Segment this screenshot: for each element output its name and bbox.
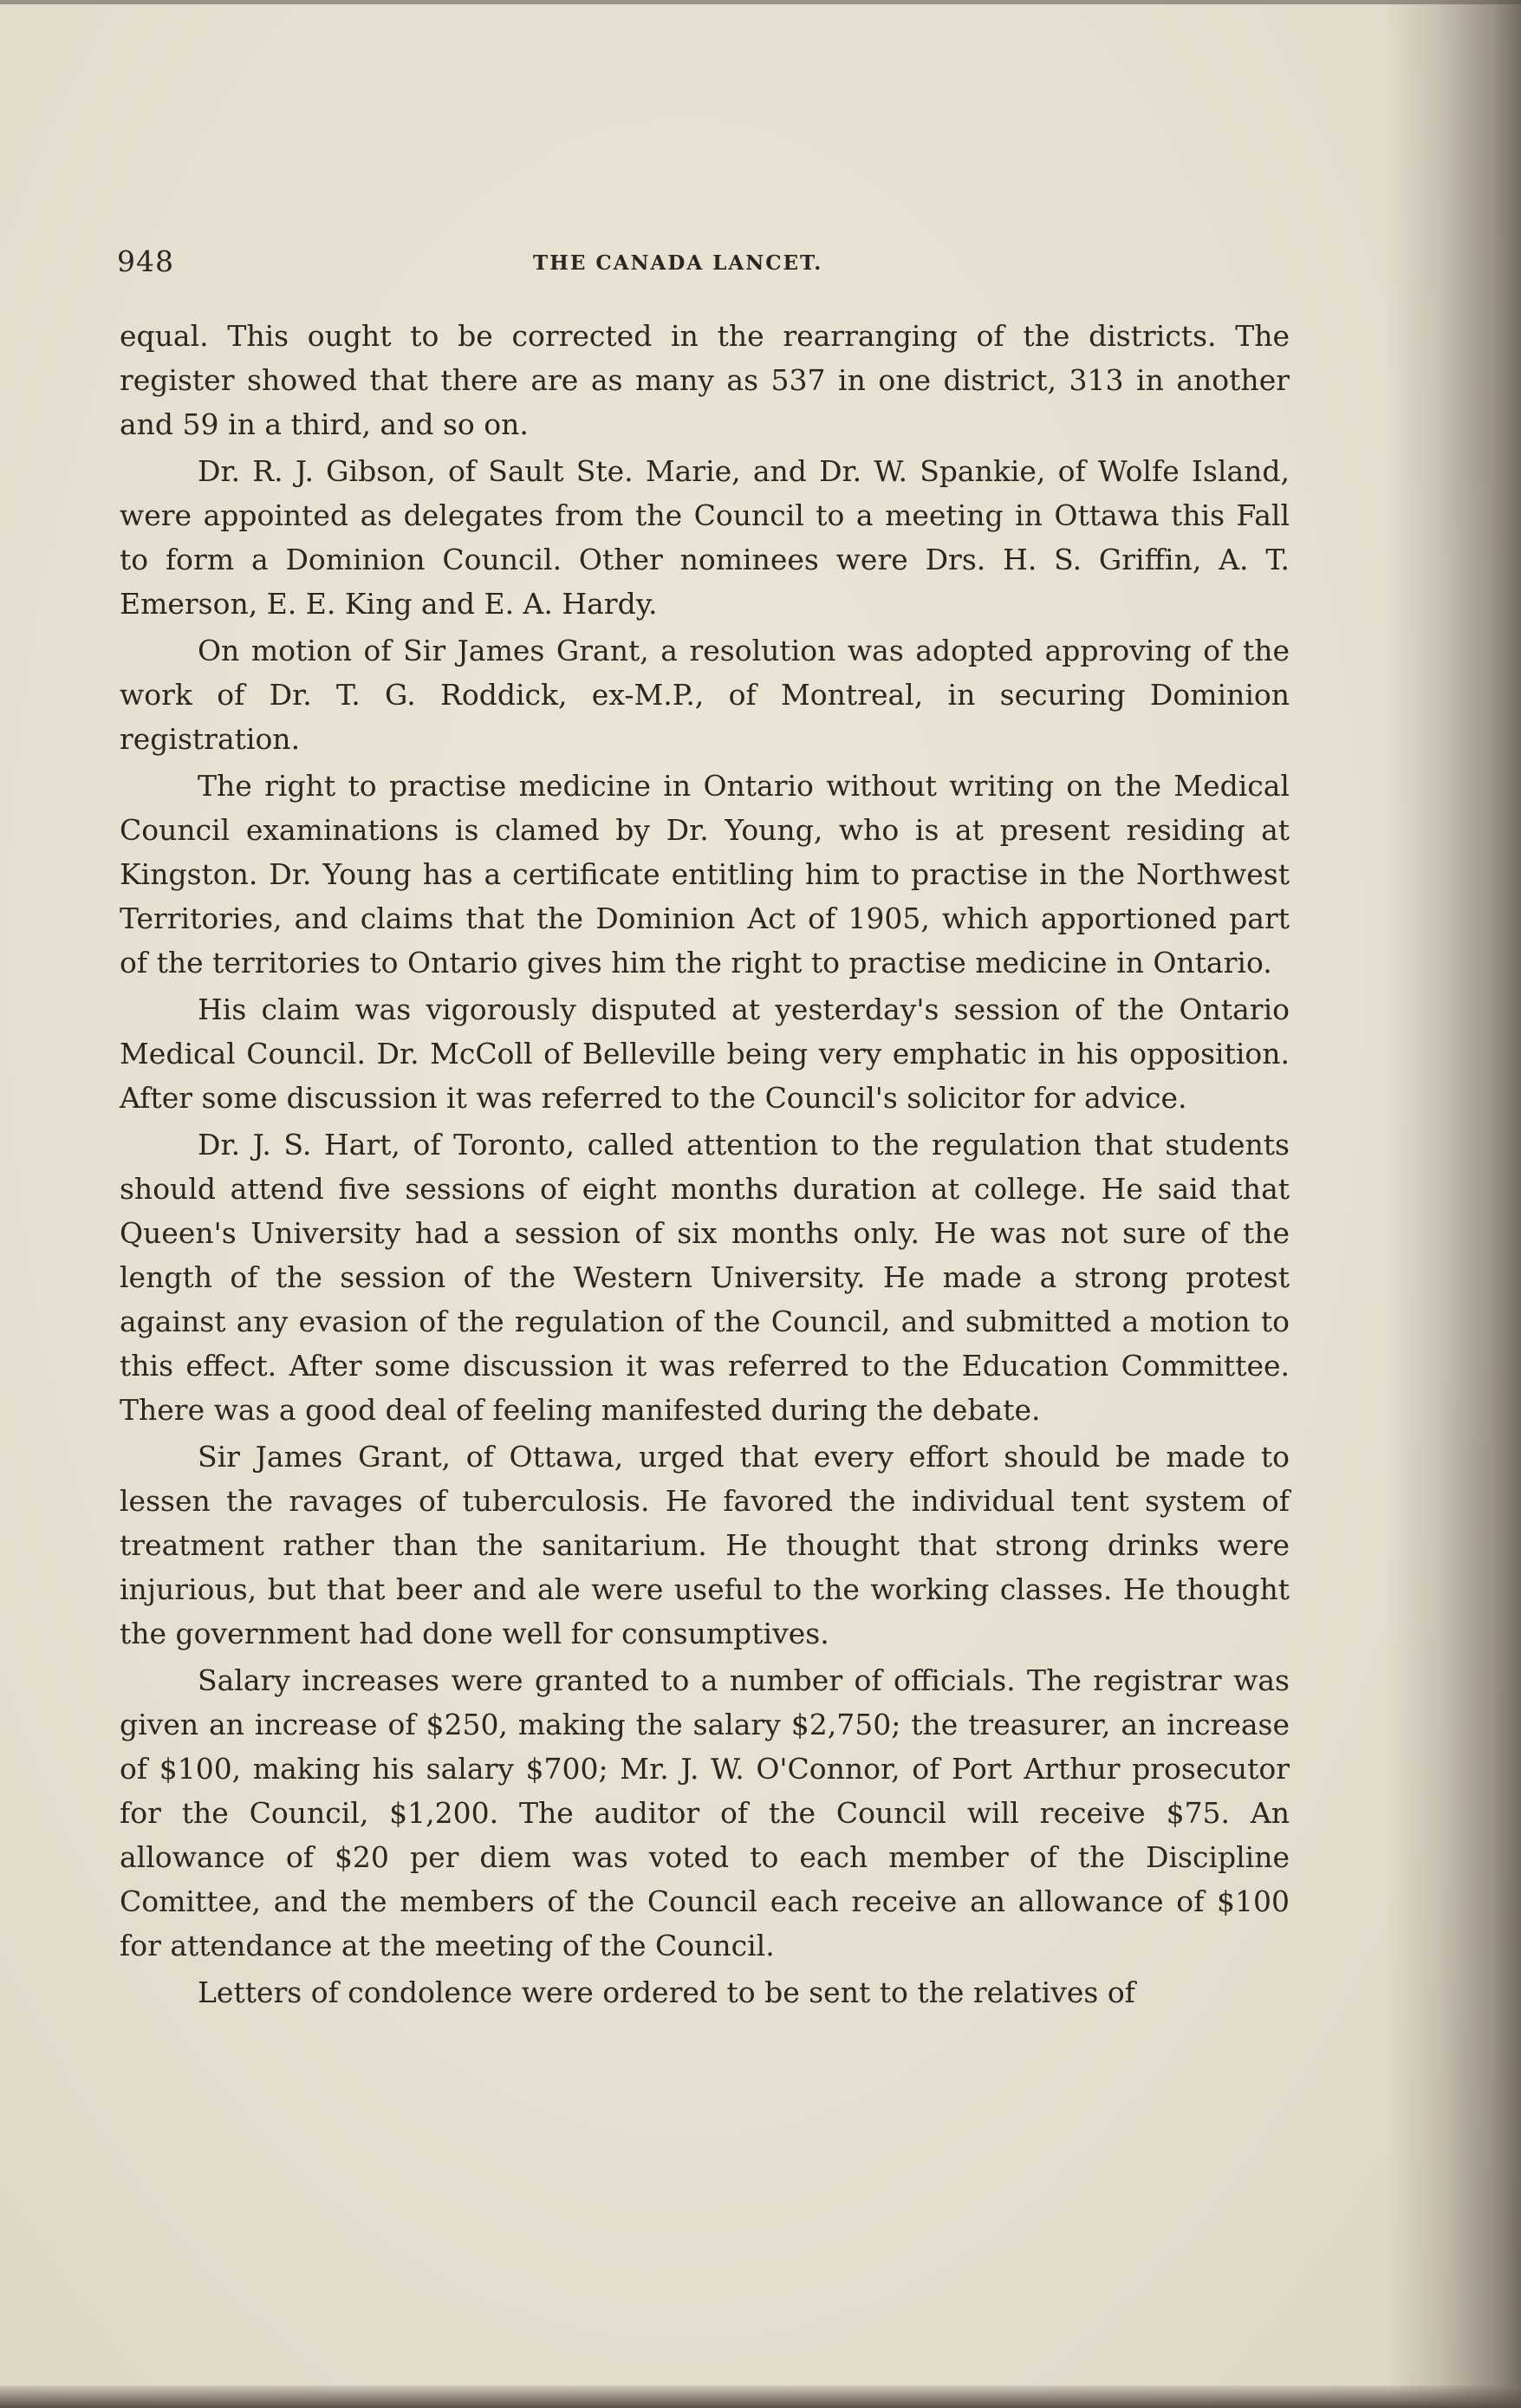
- paragraph-hart-sessions: Dr. J. S. Hart, of Toronto, called attention to the regulation that students should attend five sessions of eight months duration at college. He said that Queen's University had a session of six months only. He was not sure of the length of the session of the Western University. He made a strong protest against any evasion of the regulation of the Council, and submitted a motion to this effect. After some discussion it was referred to the Education Committee. There was a good deal of feeling manifested during the debate.: [120, 1128, 1290, 1427]
- binding-shadow: [1387, 0, 1521, 2408]
- page-number: 948: [117, 244, 174, 278]
- paragraph-young-claim: The right to practise medicine in Ontario without writing on the Medical Council examinations is clamed by Dr. Young, who is at present residing at Kingston. Dr. Young has a certificate entitling him to practise in the Northwest Territories, and claims that the Dominion Act of 1905, which apportioned part of the territories to Ontario gives him the right to practise medicine in Ontario.: [120, 769, 1290, 979]
- page-bottom-edge: [0, 2385, 1521, 2408]
- paragraph-roddick-resolution: On motion of Sir James Grant, a resolution was adopted approving of the work of Dr. T. G. Roddick, ex-M.P., of Montreal, in securing Dominion registration.: [120, 634, 1290, 756]
- paragraph-salary-increases: Salary increases were granted to a number of officials. The registrar was given an increase of $250, making the salary $2,750; the treasurer, an increase of $100, making his salary $700; Mr. J. W. O'Connor, of Port Arthur prosecutor for the Council, $1,200. The auditor of the Council will receive $75. An allowance of $20 per diem was voted to each member of the Discipline Comittee, and the members of the Council each receive an allowance of $100 for attendance at the meeting of the Council.: [120, 1663, 1290, 1962]
- paragraph-tuberculosis: Sir James Grant, of Ottawa, urged that every effort should be made to lessen the ravages of tuberculosis. He favored the individual tent system of treatment rather than the sanitarium. He thought that strong drinks were injurious, but that beer and ale were useful to the working classes. He thought the government had done well for consumptives.: [120, 1440, 1290, 1650]
- running-title: THE CANADA LANCET.: [533, 251, 823, 275]
- paragraph-condolence: Letters of condolence were ordered to be sent to the relatives of: [198, 1975, 1135, 2009]
- paragraph-delegates: Dr. R. J. Gibson, of Sault Ste. Marie, and Dr. W. Spankie, of Wolfe Island, were appointed as delegates from the Council to a meeting in Ottawa this Fall to form a Dominion Council. Other nominees were Drs. H. S. Griffin, A. T. Emerson, E. E. King and E. A. Hardy.: [120, 454, 1290, 621]
- paragraph-continued: equal. This ought to be corrected in the rearranging of the districts. The register showed that there are as many as 537 in one district, 313 in another and 59 in a third, and so on.: [120, 319, 1290, 441]
- page-header: [117, 244, 1287, 288]
- paragraph-claim-disputed: His claim was vigorously disputed at yesterday's session of the Ontario Medical Council. Dr. McColl of Belleville being very emphatic in his opposition. After some discussion it was referred to the Council's solicitor for advice.: [120, 992, 1290, 1115]
- page-top-edge: [0, 0, 1521, 4]
- body-text: [120, 314, 1290, 2017]
